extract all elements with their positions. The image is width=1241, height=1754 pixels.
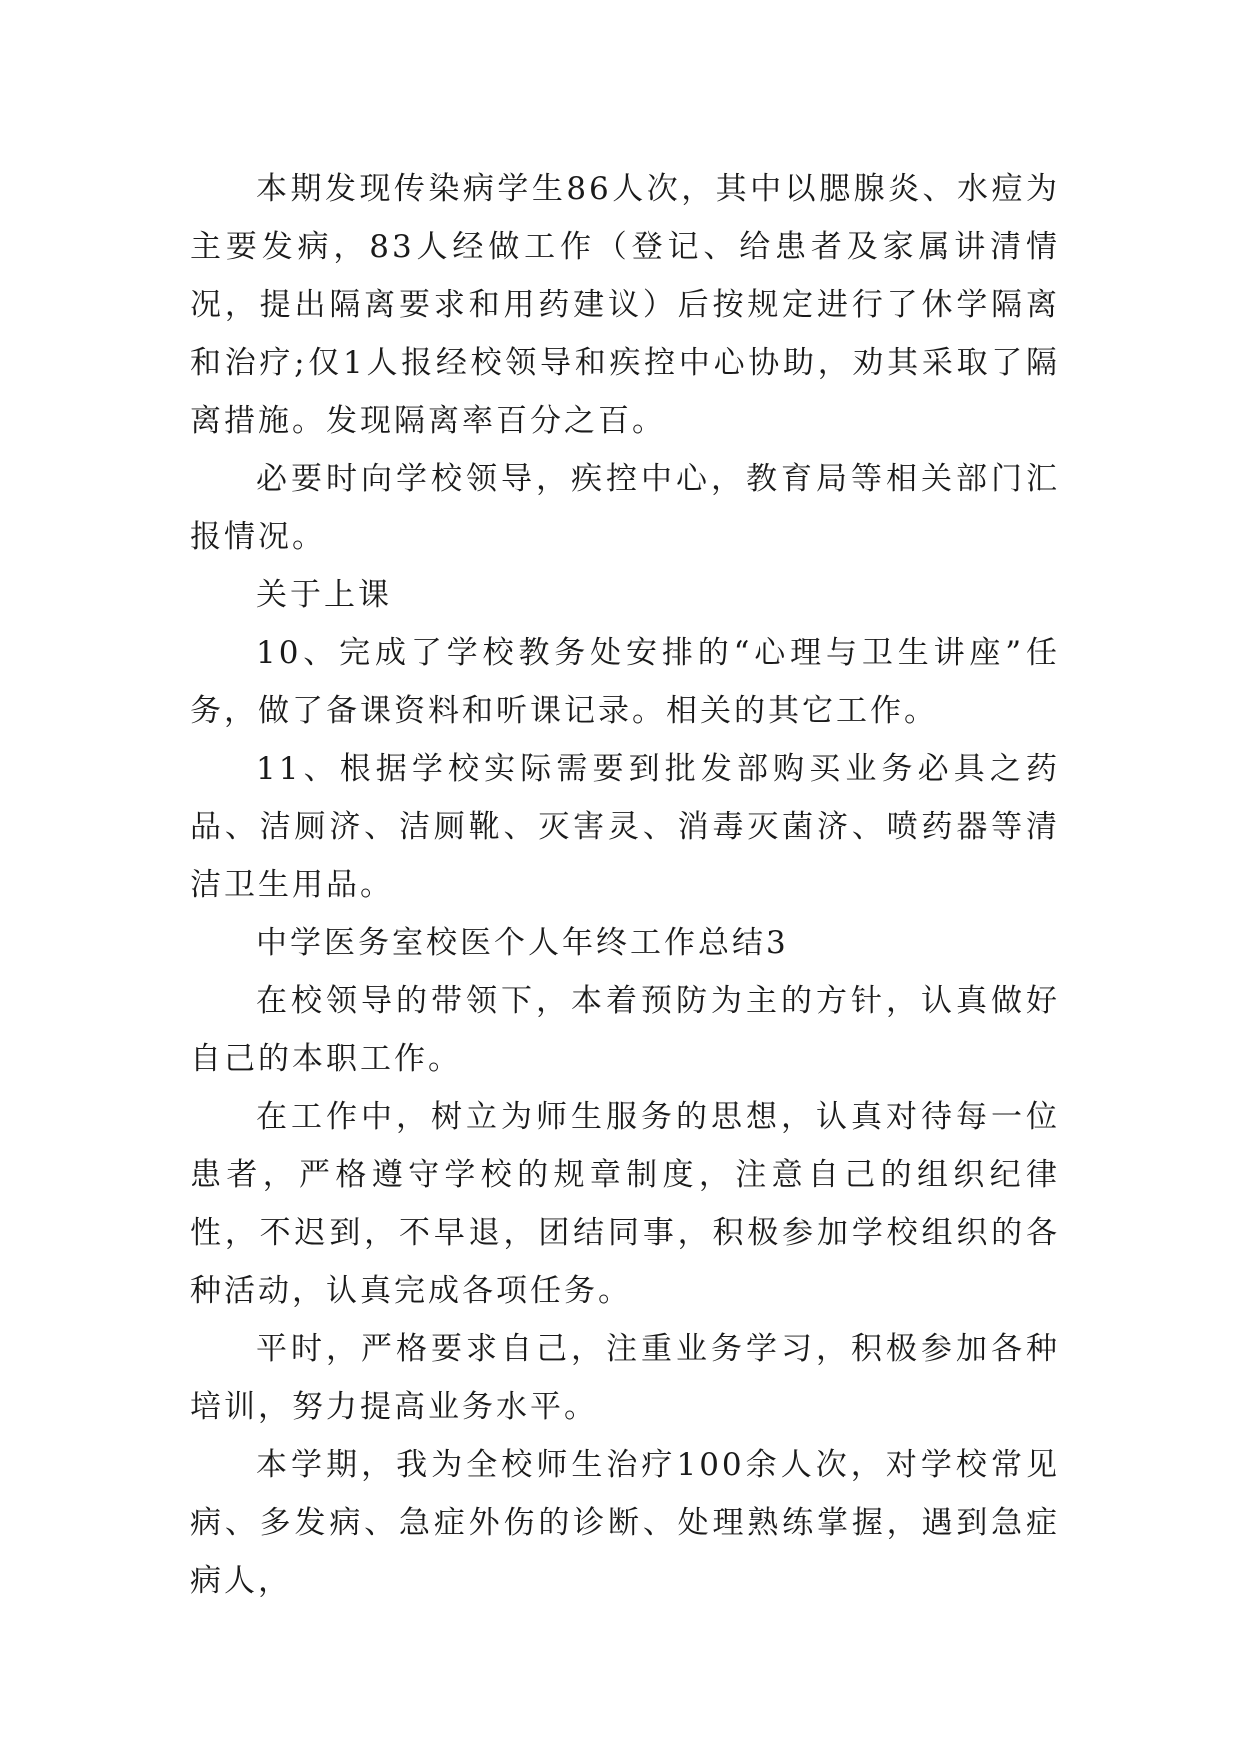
section-title: 中学医务室校医个人年终工作总结3	[256, 925, 789, 961]
paragraph-heading-classes: 关于上课	[256, 577, 392, 613]
paragraph-treatment: 本学期，我为全校师生治疗100余人次，对学校常见病、多发病、急症外伤的诊断、处理熟练掌握，遇到急症病人，	[190, 1447, 1060, 1599]
paragraph-work-attitude: 在工作中，树立为师生服务的思想，认真对待每一位患者，严格遵守学校的规章制度，注意自己的组织纪律性，不迟到，不早退，团结同事，积极参加学校组织的各种活动，认真完成各项任务。	[190, 1099, 1060, 1309]
paragraph-infectious-disease: 本期发现传染病学生86人次，其中以腮腺炎、水痘为主要发病，83人经做工作（登记、给患者及家属讲清情况，提出隔离要求和用药建议）后按规定进行了休学隔离和治疗;仅1人报经校领导和疾控中心协助，劝其采取了隔离措施。发现隔离率百分之百。	[190, 171, 1060, 439]
paragraph-item-10: 10、完成了学校教务处安排的“心理与卫生讲座”任务，做了备课资料和听课记录。相关的其它工作。	[190, 635, 1060, 729]
paragraph-item-11: 11、根据学校实际需要到批发部购买业务必具之药品、洁厕济、洁厕靴、灭害灵、消毒灭菌济、喷药器等清洁卫生用品。	[190, 751, 1060, 903]
paragraph-leadership: 在校领导的带领下，本着预防为主的方针，认真做好自己的本职工作。	[190, 983, 1060, 1077]
paragraph-study: 平时，严格要求自己，注重业务学习，积极参加各种培训，努力提高业务水平。	[190, 1331, 1060, 1425]
document-body	[190, 160, 1060, 1610]
paragraph-reporting: 必要时向学校领导，疾控中心，教育局等相关部门汇报情况。	[190, 461, 1060, 555]
